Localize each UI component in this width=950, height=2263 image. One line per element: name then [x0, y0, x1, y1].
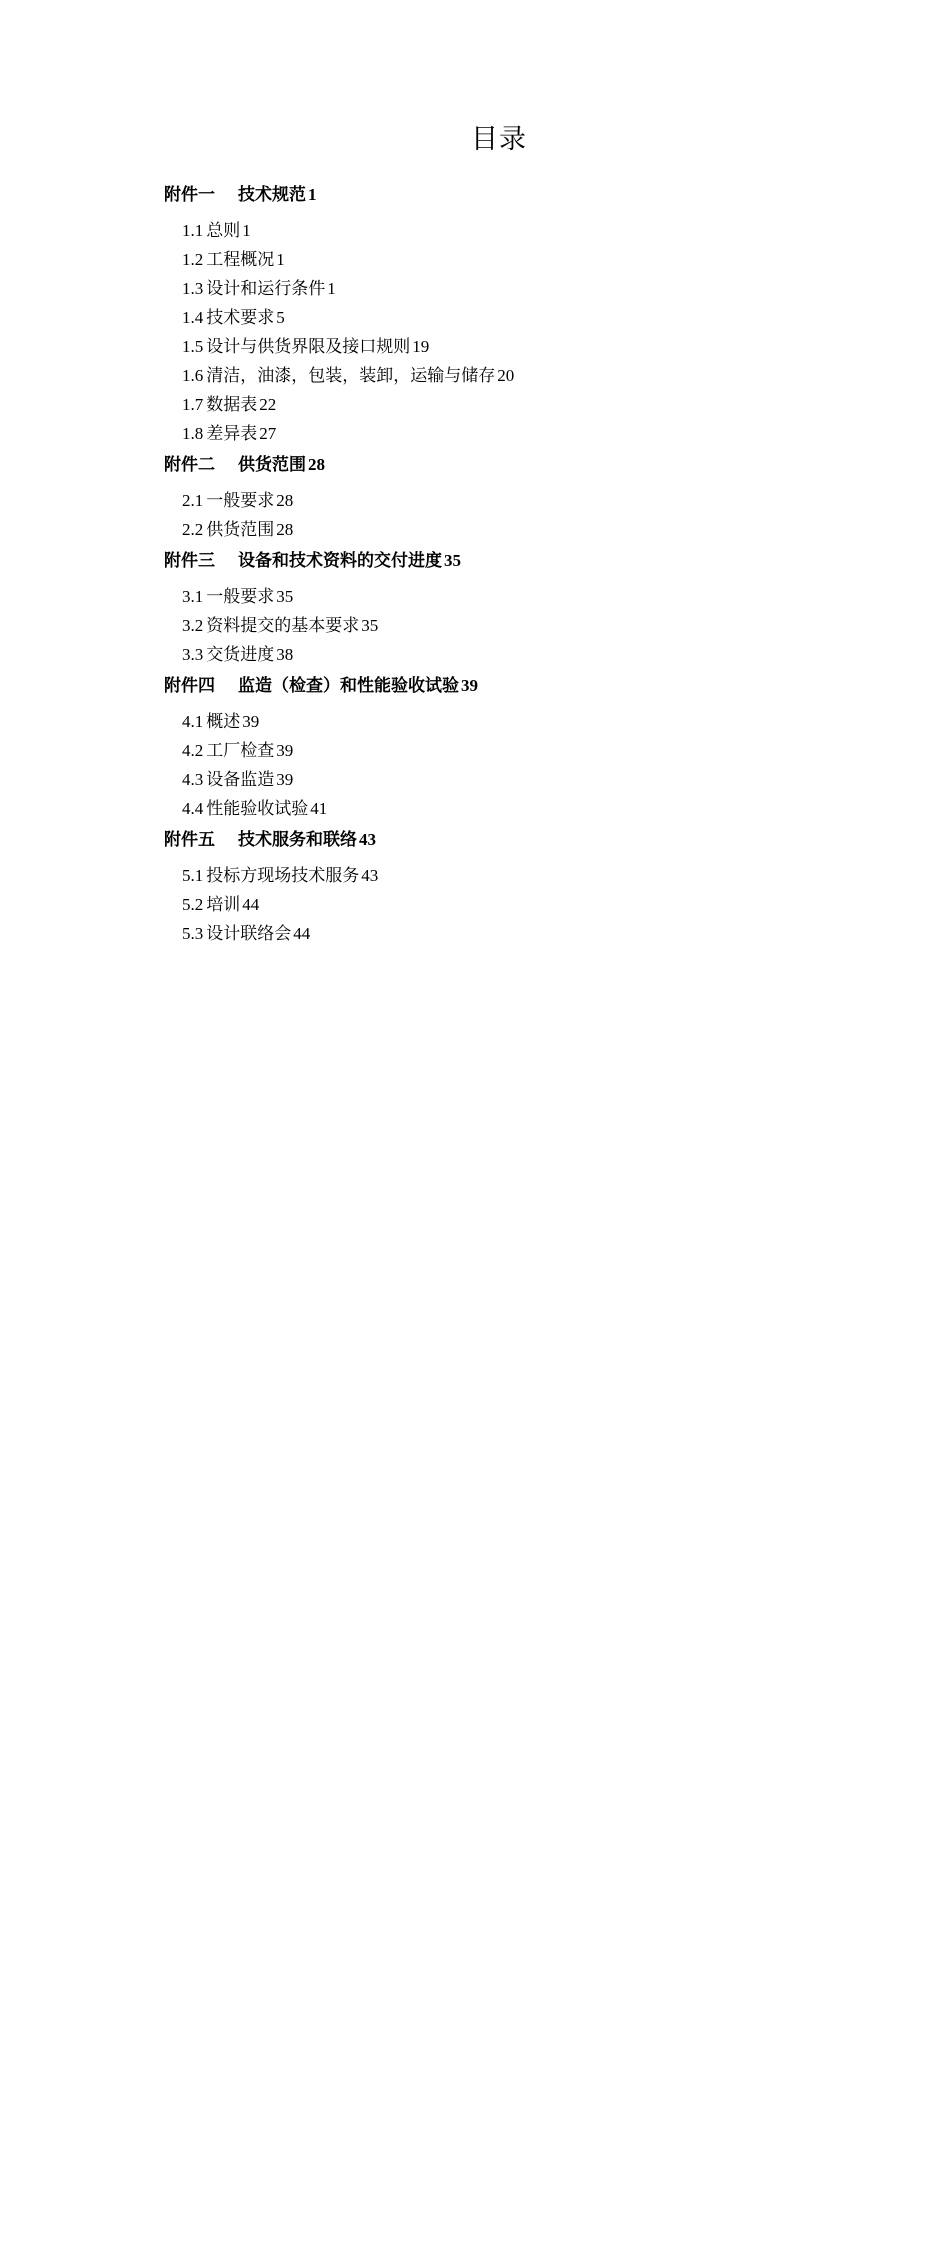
section-title: 培训 — [206, 895, 241, 914]
chapter-number: 附件五 — [164, 830, 215, 849]
toc-section-entry[interactable] — [164, 419, 832, 448]
section-title: 设计联络会 — [206, 924, 292, 943]
chapter-title: 监造（检查）和性能验收试验 — [238, 676, 459, 695]
section-title: 数据表 — [206, 395, 258, 414]
page-number: 39 — [242, 712, 260, 731]
page-number: 35 — [361, 616, 379, 635]
toc-section-entry[interactable] — [164, 216, 832, 245]
section-number: 4.4 — [182, 799, 204, 818]
toc-entry-label — [182, 890, 240, 919]
toc-title: 目录 — [471, 124, 527, 154]
page-number: 28 — [276, 491, 294, 510]
page-number: 39 — [276, 770, 294, 789]
section-number: 3.1 — [182, 587, 204, 606]
section-title: 概述 — [206, 712, 241, 731]
page-number: 28 — [308, 455, 325, 474]
section-number: 1.7 — [182, 395, 204, 414]
section-title: 投标方现场技术服务 — [206, 866, 360, 885]
page-number: 1 — [242, 221, 251, 240]
page-number: 41 — [310, 799, 328, 818]
page-number: 1 — [276, 250, 285, 269]
section-title: 工厂检查 — [206, 741, 275, 760]
section-title: 清洁，油漆，包装，装卸，运输与储存 — [206, 366, 496, 385]
section-number: 1.3 — [182, 279, 204, 298]
page-number: 22 — [259, 395, 277, 414]
section-number: 5.3 — [182, 924, 204, 943]
page-number: 35 — [444, 551, 461, 570]
toc-section-entry[interactable] — [164, 390, 832, 419]
section-number: 3.3 — [182, 645, 204, 664]
chapter-title: 技术服务和联络 — [238, 830, 357, 849]
toc-entry-label — [182, 216, 240, 245]
section-title: 设计与供货界限及接口规则 — [206, 337, 411, 356]
section-title: 资料提交的基本要求 — [206, 616, 360, 635]
chapter-number: 附件二 — [164, 455, 215, 474]
section-title: 工程概况 — [206, 250, 275, 269]
chapter-title: 设备和技术资料的交付进度 — [238, 551, 442, 570]
toc-entry-label — [182, 707, 240, 736]
section-number: 5.1 — [182, 866, 204, 885]
chapter-number: 附件三 — [164, 551, 215, 570]
page-number: 43 — [361, 866, 379, 885]
section-number: 1.2 — [182, 250, 204, 269]
toc-entry-label — [164, 178, 306, 212]
section-title: 一般要求 — [206, 587, 275, 606]
section-number: 4.2 — [182, 741, 204, 760]
page-number: 5 — [276, 308, 285, 327]
section-title: 总则 — [206, 221, 241, 240]
chapter-number: 附件一 — [164, 185, 215, 204]
page-number: 44 — [242, 895, 260, 914]
section-number: 1.5 — [182, 337, 204, 356]
page-number: 1 — [308, 185, 317, 204]
section-number: 1.4 — [182, 308, 204, 327]
section-number: 4.3 — [182, 770, 204, 789]
section-number: 5.2 — [182, 895, 204, 914]
page-number: 19 — [412, 337, 430, 356]
page-number: 28 — [276, 520, 294, 539]
chapter-title: 供货范围 — [238, 455, 306, 474]
section-title: 技术要求 — [206, 308, 275, 327]
section-title: 交货进度 — [206, 645, 275, 664]
page-number: 44 — [293, 924, 311, 943]
page-number: 39 — [461, 676, 478, 695]
page-number: 43 — [359, 830, 376, 849]
section-title: 设计和运行条件 — [206, 279, 326, 298]
page-number: 27 — [259, 424, 277, 443]
toc-chapter-entry[interactable] — [164, 178, 832, 216]
section-number: 2.1 — [182, 491, 204, 510]
page-number: 35 — [276, 587, 294, 606]
section-title: 性能验收试验 — [206, 799, 309, 818]
page-number: 20 — [497, 366, 515, 385]
page-number: 39 — [276, 741, 294, 760]
section-title: 设备监造 — [206, 770, 275, 789]
toc-section-entry[interactable] — [164, 890, 832, 919]
section-number: 1.8 — [182, 424, 204, 443]
toc-section-entry[interactable] — [164, 707, 832, 736]
chapter-number: 附件四 — [164, 676, 215, 695]
section-number: 1.1 — [182, 221, 204, 240]
section-title: 一般要求 — [206, 491, 275, 510]
table-of-contents — [164, 178, 832, 948]
section-number: 2.2 — [182, 520, 204, 539]
section-number: 1.6 — [182, 366, 204, 385]
page-number: 1 — [327, 279, 336, 298]
page-number: 38 — [276, 645, 294, 664]
section-title: 差异表 — [206, 424, 258, 443]
section-title: 供货范围 — [206, 520, 275, 539]
section-number: 4.1 — [182, 712, 204, 731]
section-number: 3.2 — [182, 616, 204, 635]
chapter-title: 技术规范 — [238, 185, 306, 204]
